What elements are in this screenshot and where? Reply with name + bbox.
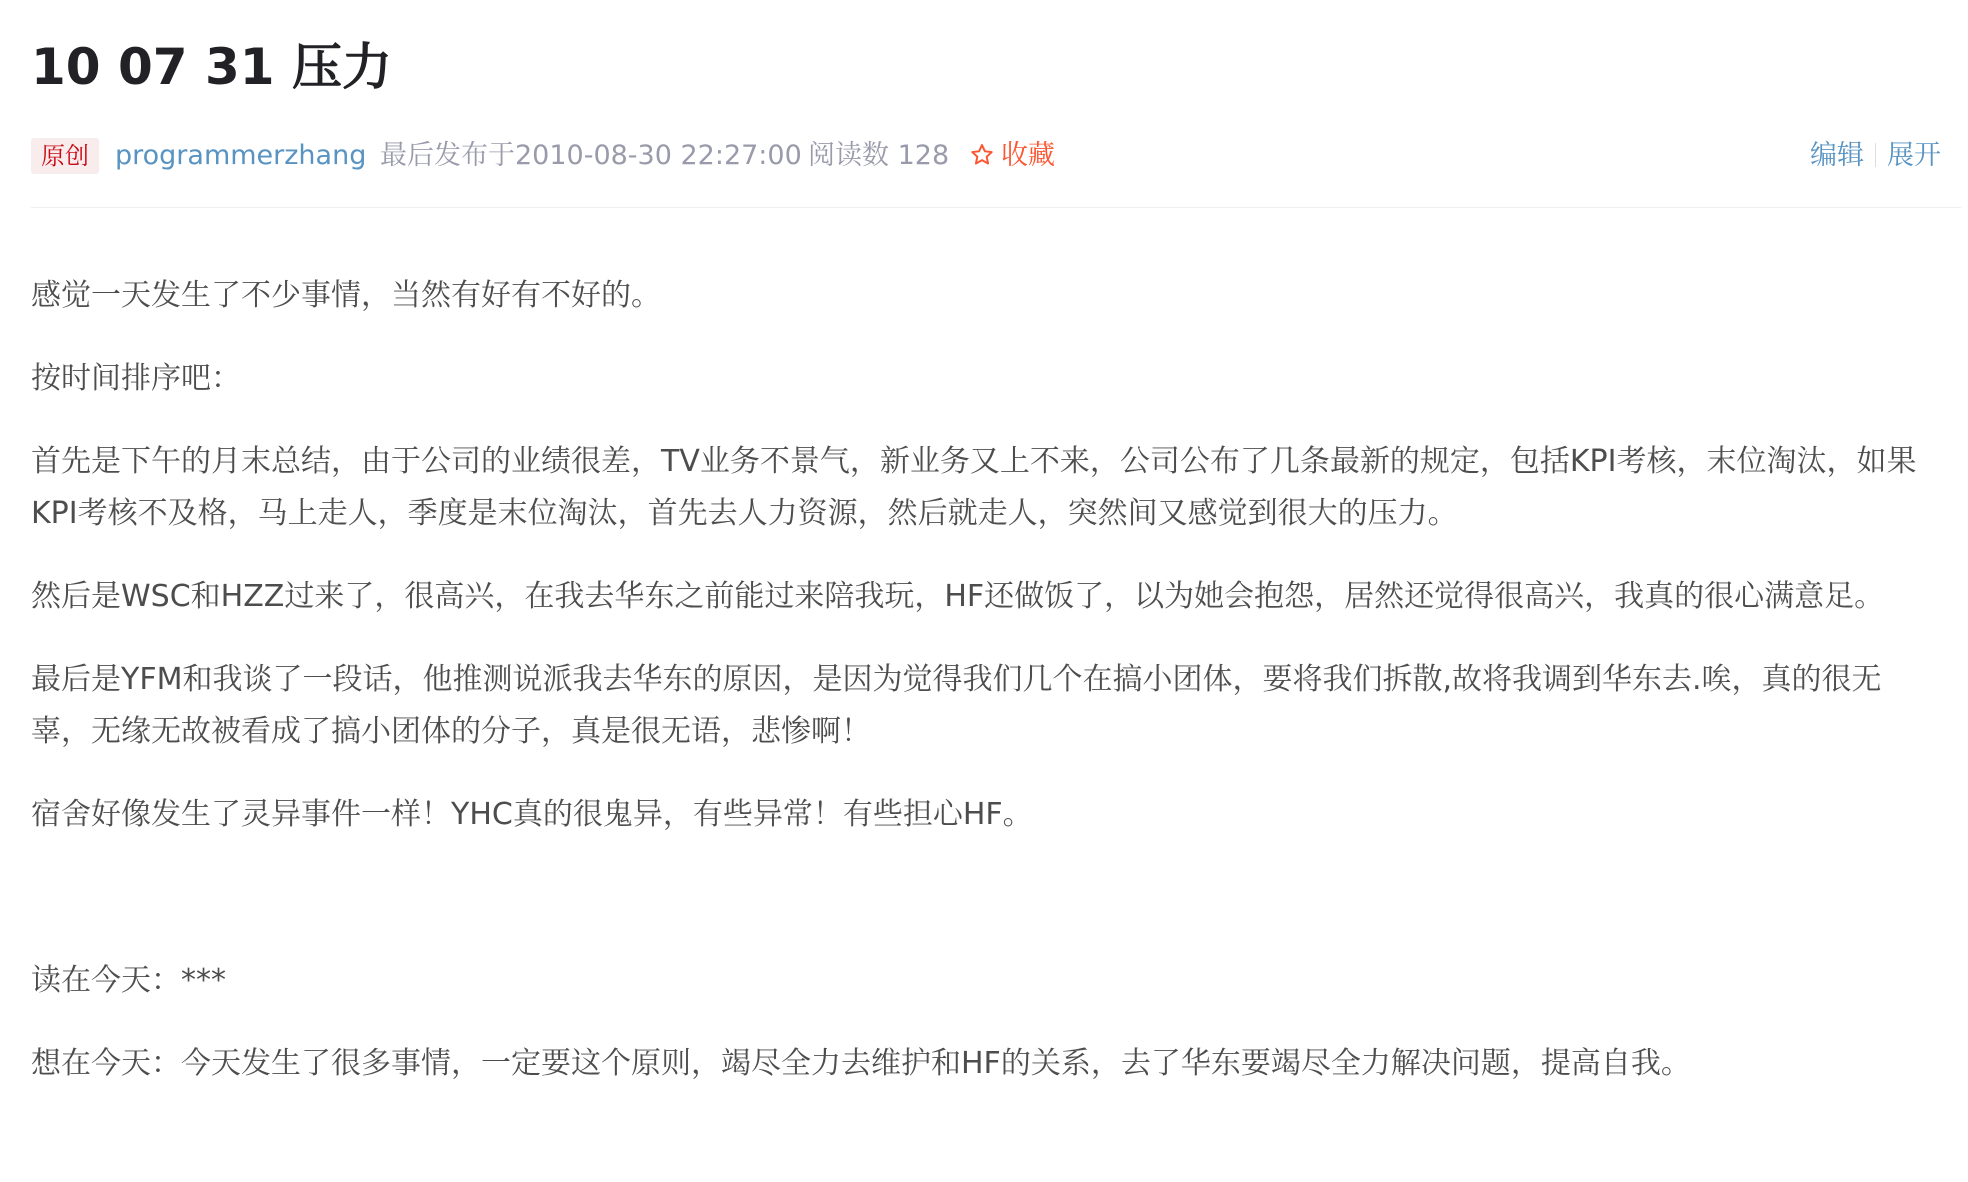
- empty-paragraph: [31, 872, 1931, 924]
- meta-divider: [31, 207, 1961, 208]
- content-paragraph: 宿舍好像发生了灵异事件一样！YHC真的很鬼异，有些异常！有些担心HF。: [31, 797, 1033, 832]
- expand-button[interactable]: 展开: [1887, 140, 1941, 171]
- original-badge: 原创: [31, 138, 99, 174]
- content-paragraph: 感觉一天发生了不少事情，当然有好有不好的。: [31, 278, 661, 313]
- favorite-button[interactable]: [969, 133, 1055, 179]
- content-paragraph: 最后是YFM和我谈了一段话，他推测说派我去华东的原因，是因为觉得我们几个在搞小团体，要将我们拆散,故将我调到华东去.唉，真的很无辜，无缘无故被看成了搞小团体的分子，真是很无语，悲惨啊！: [31, 662, 1882, 749]
- content-paragraph: 想在今天：今天发生了很多事情，一定要这个原则，竭尽全力去维护和HF的关系，去了华东要竭尽全力解决问题，提高自我。: [31, 1046, 1691, 1081]
- operation-divider: [1875, 143, 1876, 167]
- article-meta-bar: [31, 133, 1961, 179]
- article-operations: [1810, 133, 1941, 179]
- favorite-label: 收藏: [1001, 140, 1055, 171]
- article-title: 10 07 31 压力: [31, 38, 392, 96]
- star-outline-icon: [969, 142, 995, 168]
- read-count: 阅读数 128: [808, 140, 950, 171]
- edit-button[interactable]: 编辑: [1810, 140, 1864, 171]
- article-content: [31, 270, 1961, 1121]
- publish-time: 最后发布于2010-08-30 22:27:00: [380, 140, 802, 171]
- author-link[interactable]: programmerzhang: [115, 140, 367, 171]
- content-paragraph: 首先是下午的月末总结，由于公司的业绩很差，TV业务不景气，新业务又上不来，公司公布了几条最新的规定，包括KPI考核，末位淘汰，如果KPI考核不及格，马上走人，季度是末位淘汰，首先去人力资源，然后就走人，突然间又感觉到很大的压力。: [31, 444, 1917, 531]
- content-paragraph: 然后是WSC和HZZ过来了，很高兴，在我去华东之前能过来陪我玩，HF还做饭了，以为她会抱怨，居然还觉得很高兴，我真的很心满意足。: [31, 579, 1885, 614]
- content-paragraph: 读在今天：***: [31, 963, 226, 998]
- content-paragraph: 按时间排序吧：: [31, 361, 241, 396]
